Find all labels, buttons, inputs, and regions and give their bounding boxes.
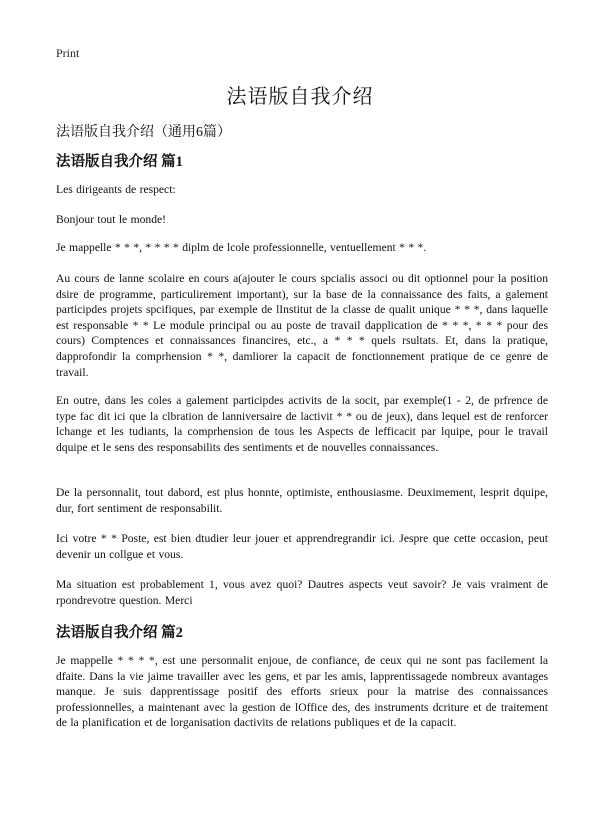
- print-link[interactable]: Print: [56, 46, 80, 60]
- page-title: 法语版自我介绍: [226, 86, 374, 108]
- section-heading-2: 法语版自我介绍 篇2: [56, 625, 183, 641]
- paragraph: Les dirigeants de respect:: [56, 183, 176, 196]
- paragraph: Je mappelle * * * *, est une personnalit enjoue, de confiance, de ceux qui ne sont pas facilement la dfaite. Dans la vie jaime travailler avec les gens, et par les amis, lapprentissagede nombreux avantages manque. Je suis dapprentissage positif des efforts srieux pour la matrise des connaissances professionnelles, a maintenant avec la gestion de lOffice des, des instruments dcriture et de traitement de la planification et de lorganisation dactivits de relations publiques et de la capacit.: [56, 654, 548, 730]
- paragraph: Au cours de lanne scolaire en cours a(ajouter le cours spcialis associ ou dit optionnel pour la position dsire de programme, particulirement important), sur la base de la connaissance des faits, a galement participdes projets spcifiques, par exemple de lInstitut de la classe de qualit unique * * *, dans laquelle est responsable * * Le module principal ou au poste de travail dapplication de * * *, * * * pour des cours) Comptences et connaissances financires, etc., a * * * quels rsultats. Et, dans la pratique, dapprofondir la comprhension * *, damliorer la capacit de fonctionnement pratique de ce genre de travail.: [56, 272, 548, 379]
- paragraph: Ici votre * * Poste, est bien dtudier leur jouer et apprendregrandir ici. Jespre que cette occasion, peut devenir un collgue et vous.: [56, 532, 548, 561]
- paragraph: Ma situation est probablement 1, vous avez quoi? Dautres aspects veut savoir? Je vais vraiment de rpondrevotre question. Merci: [56, 578, 548, 607]
- paragraph: Bonjour tout le monde!: [56, 213, 167, 226]
- document-subtitle: 法语版自我介绍（通用6篇）: [56, 125, 231, 140]
- section-heading-1: 法语版自我介绍 篇1: [56, 154, 183, 170]
- paragraph: De la personnalit, tout dabord, est plus honnte, optimiste, enthousiasme. Deuximement, lesprit dquipe, dur, fort sentiment de responsabilit.: [56, 486, 548, 515]
- paragraph: En outre, dans les coles a galement participdes activits de la socit, par exemple(1 - 2, de prfrence de type fac dit ici que la clbration de lanniversaire de lactivit * * ou de jeux), dans lequel est de renforcer lchange et les tudiants, la comprhension de tous les Aspects de lefficacit par lquipe, pour le travail dquipe et le sens des responsabilits des sentiments et de nouvelles connaissances.: [56, 394, 548, 454]
- paragraph: Je mappelle * * *, * * * * diplm de lcole professionnelle, ventuellement * * *.: [56, 241, 427, 254]
